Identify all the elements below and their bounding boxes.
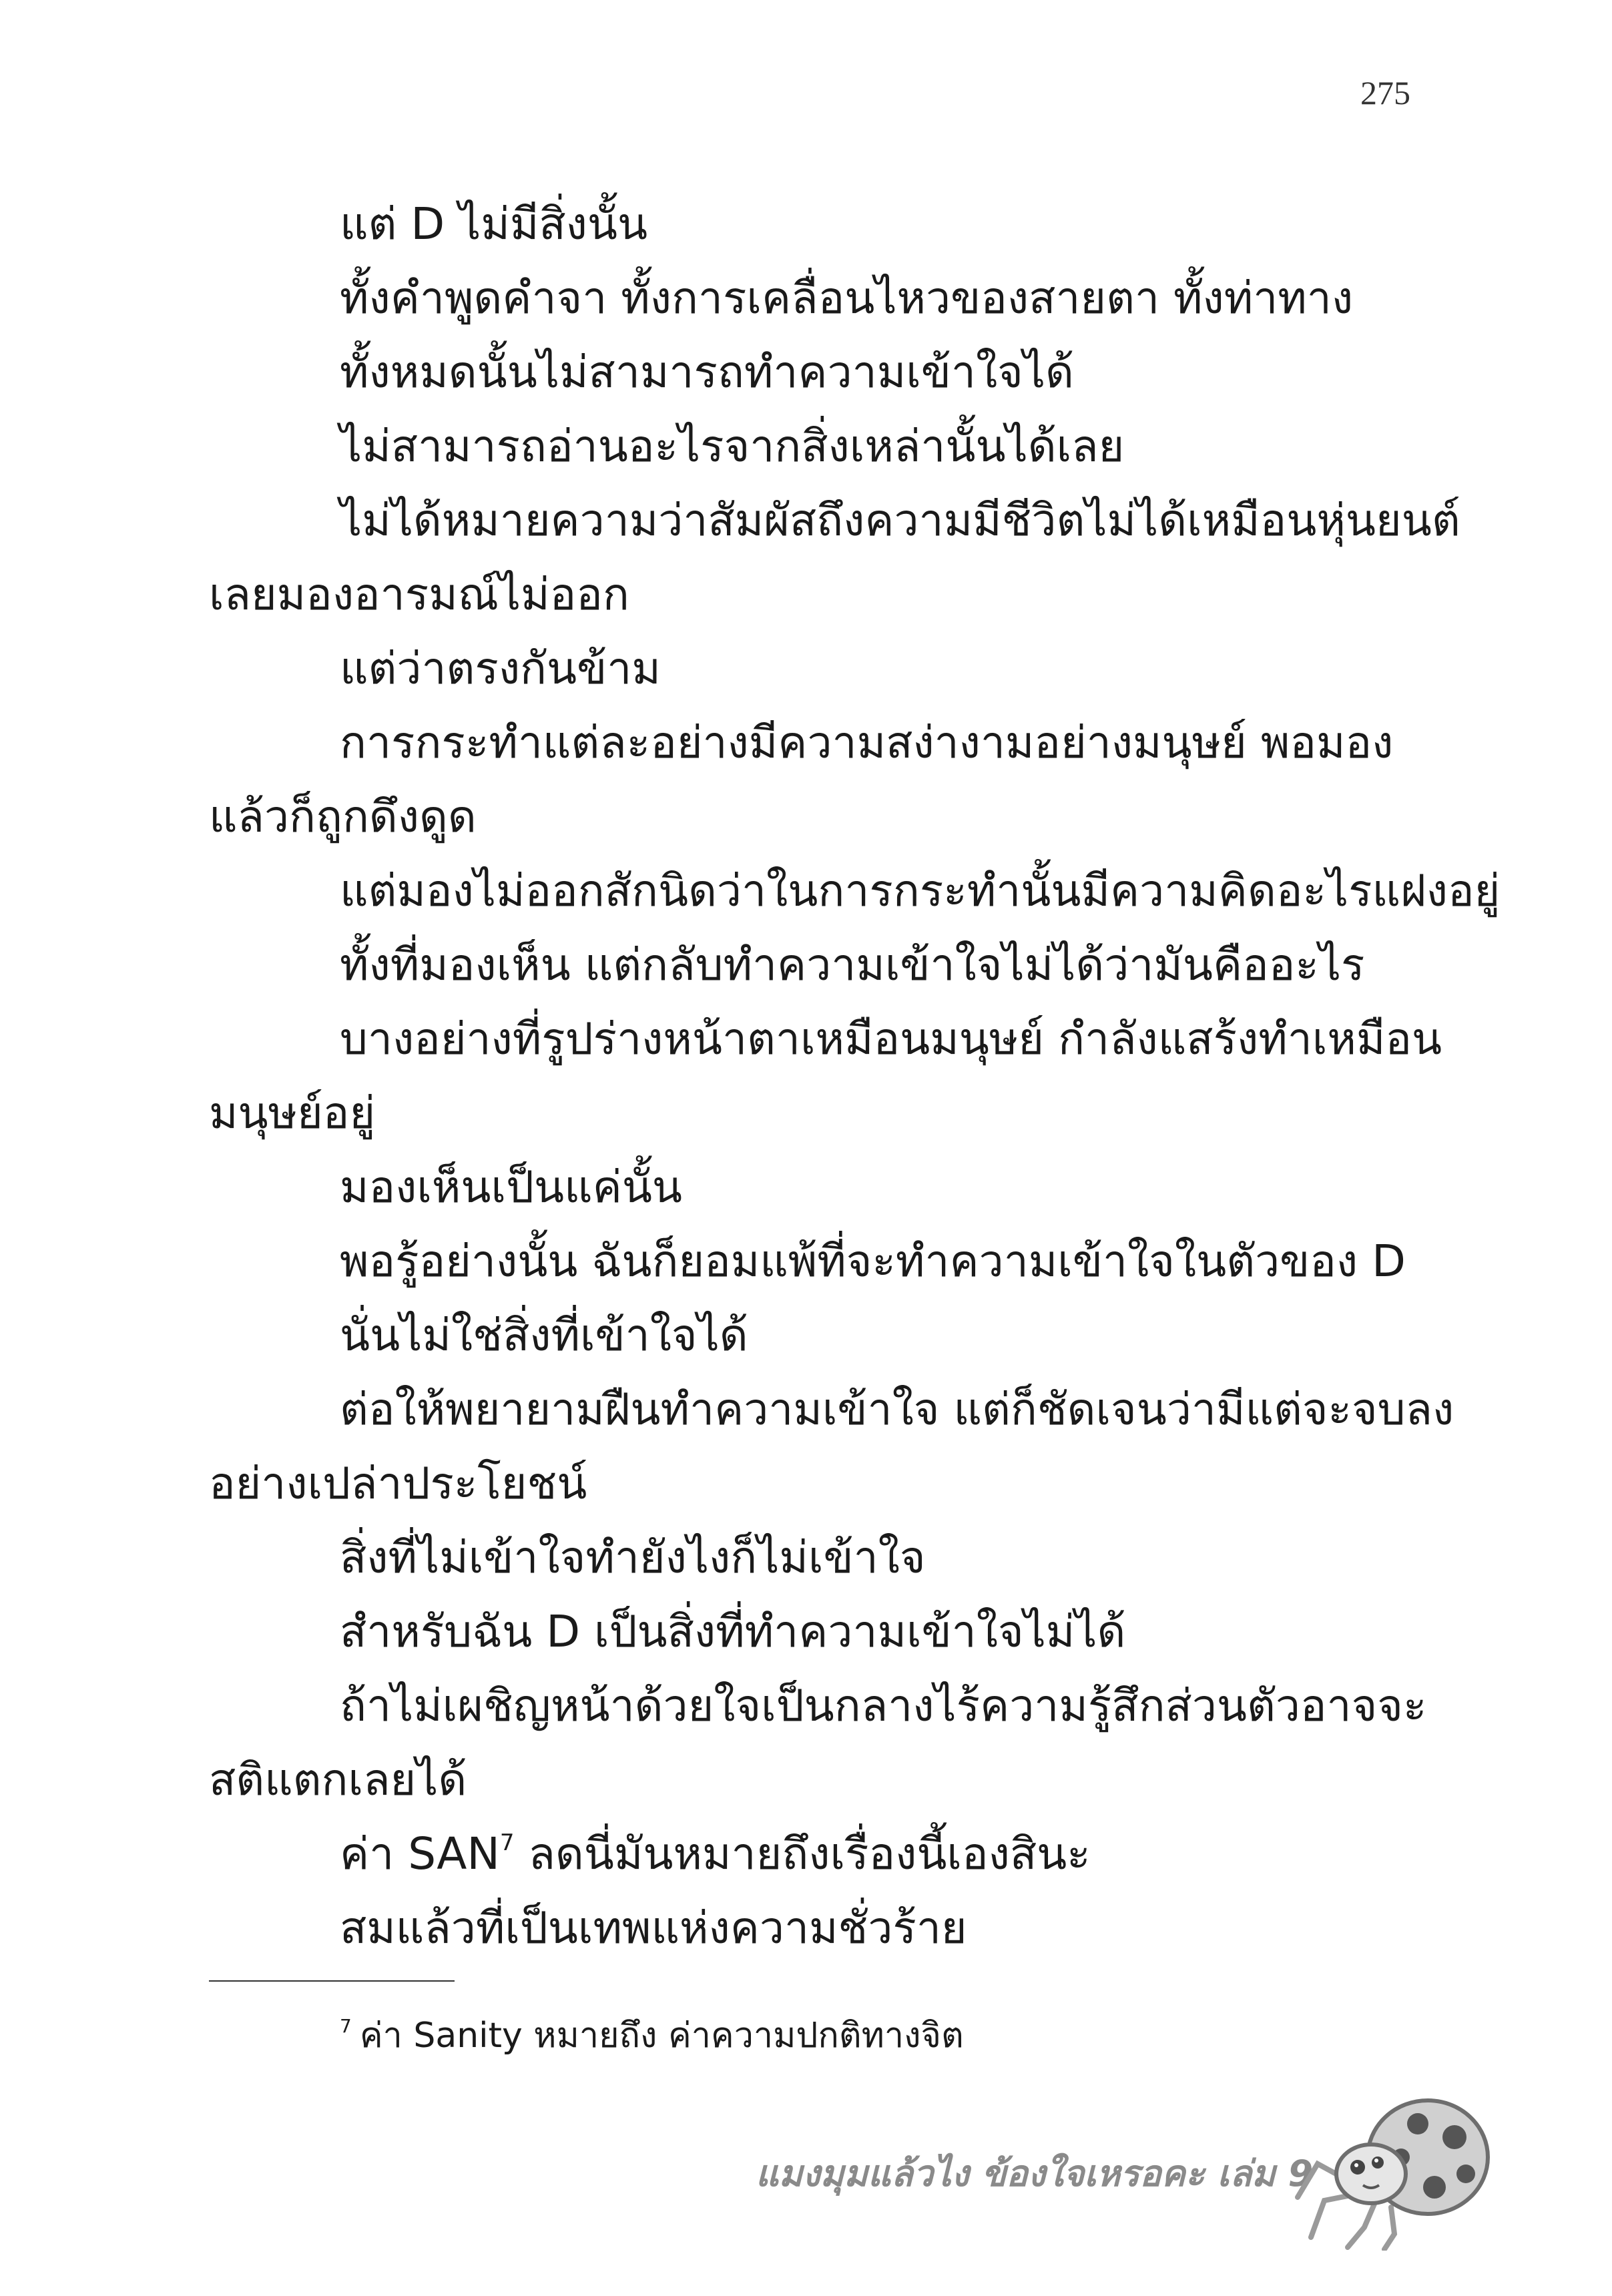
text-line-san xyxy=(209,1817,1407,1891)
text-line: มองเห็นเป็นแค่นั้น xyxy=(340,1161,683,1213)
text-line: พอรู้อย่างนั้น ฉันก็ยอมแพ้ที่จะทำความเข้าใจในตัวของ D xyxy=(340,1235,1406,1287)
text-line: สำหรับฉัน D เป็นสิ่งที่ทำความเข้าใจไม่ได้ xyxy=(340,1606,1126,1657)
text-line-last: สมแล้วที่เป็นเทพแห่งความชั่วร้าย xyxy=(340,1902,967,1954)
text-line: ไม่สามารถอ่านอะไรจากสิ่งเหล่านั้นได้เลย xyxy=(340,420,1125,472)
text-line: แต่มองไม่ออกสักนิดว่าในการกระทำนั้นมีความคิดอะไรแฝงอยู่ xyxy=(340,865,1501,916)
text-line: ต่อให้พยายามฝืนทำความเข้าใจ แต่ก็ชัดเจนว่ามีแต่จะจบลง xyxy=(340,1384,1454,1435)
san-line-after: ลดนี่มันหมายถึงเรื่องนี้เองสินะ xyxy=(514,1828,1091,1880)
paragraph-lines xyxy=(209,187,1501,1817)
text-line: นั่นไม่ใช่สิ่งที่เข้าใจได้ xyxy=(340,1310,748,1361)
footnote-number: 7 xyxy=(340,2015,352,2037)
footnote-rule xyxy=(209,1980,455,1982)
footnote-marker: 7 xyxy=(499,1829,515,1856)
text-line: แต่ D ไม่มีสิ่งนั้น xyxy=(340,198,648,250)
text-line: ทั้งคำพูดคำจา ทั้งการเคลื่อนไหวของสายตา ทั้งท่าทาง xyxy=(340,272,1354,324)
san-line-before: ค่า SAN xyxy=(340,1828,500,1880)
text-line: ทั้งหมดนั้นไม่สามารถทำความเข้าใจได้ xyxy=(340,346,1074,398)
text-line: บางอย่างที่รูปร่างหน้าตาเหมือนมนุษย์ กำลังแสร้งทำเหมือน xyxy=(340,1013,1442,1065)
page-number: 275 xyxy=(1360,74,1410,111)
book-title-footer: แมงมุมแล้วไง ข้องใจเหรอคะ เล่ม 9 xyxy=(756,2152,1314,2195)
text-line: สิ่งที่ไม่เข้าใจทำยังไงก็ไม่เข้าใจ xyxy=(340,1532,926,1583)
text-line: เลยมองอารมณ์ไม่ออก xyxy=(209,569,629,620)
text-line: สติแตกเลยได้ xyxy=(209,1754,467,1805)
text-line: ทั้งที่มองเห็น แต่กลับทำความเข้าใจไม่ได้ว่ามันคืออะไร xyxy=(340,939,1365,990)
text-line: แล้วก็ถูกดึงดูด xyxy=(209,791,477,842)
text-line: แต่ว่าตรงกันข้าม xyxy=(340,643,661,694)
text-line: ไม่ได้หมายความว่าสัมผัสถึงความมีชีวิตไม่ได้เหมือนหุ่นยนต์ xyxy=(340,495,1460,546)
footnote xyxy=(340,2012,964,2059)
spider-mascot-icon xyxy=(1291,2084,1491,2251)
footnote-text: ค่า Sanity หมายถึง ค่าความปกติทางจิต xyxy=(359,2016,964,2056)
text-line: ถ้าไม่เผชิญหน้าด้วยใจเป็นกลางไร้ความรู้สึกส่วนตัวอาจจะ xyxy=(340,1680,1427,1731)
text-line: การกระทำแต่ละอย่างมีความสง่างามอย่างมนุษย์ พอมอง xyxy=(340,717,1394,768)
body-text xyxy=(209,187,1501,1965)
text-line: อย่างเปล่าประโยชน์ xyxy=(209,1458,587,1509)
text-line: มนุษย์อยู่ xyxy=(209,1087,376,1139)
